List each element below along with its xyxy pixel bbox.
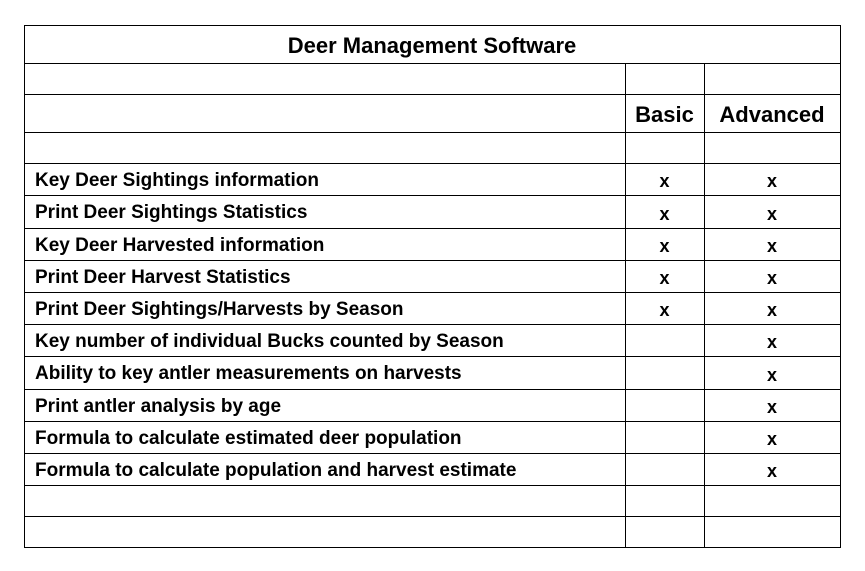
row-divider bbox=[24, 195, 841, 196]
advanced-check-mark: x bbox=[766, 268, 777, 288]
row-divider bbox=[24, 547, 841, 548]
row-divider bbox=[24, 356, 841, 357]
table-border-right bbox=[840, 25, 841, 548]
row-divider bbox=[24, 292, 841, 293]
row-divider bbox=[24, 453, 841, 454]
advanced-check-mark: x bbox=[766, 171, 777, 191]
advanced-check-mark: x bbox=[766, 429, 777, 449]
row-divider bbox=[24, 389, 841, 390]
advanced-check-mark: x bbox=[766, 397, 777, 417]
feature-name: Print Deer Harvest Statistics bbox=[35, 266, 291, 288]
column-header-basic: Basic bbox=[635, 102, 694, 127]
row-divider bbox=[24, 63, 841, 64]
row-divider bbox=[24, 260, 841, 261]
row-divider bbox=[24, 228, 841, 229]
advanced-check-mark: x bbox=[766, 332, 777, 352]
advanced-check-mark: x bbox=[766, 364, 777, 385]
page-title: Deer Management Software bbox=[287, 33, 577, 58]
feature-name: Formula to calculate estimated deer population bbox=[35, 427, 462, 449]
basic-check-mark: x bbox=[659, 268, 670, 288]
row-divider bbox=[24, 485, 841, 486]
feature-name: Print Deer Sightings/Harvests by Season bbox=[35, 298, 404, 320]
row-divider bbox=[24, 421, 841, 422]
basic-check-mark: x bbox=[659, 300, 670, 320]
advanced-check-mark: x bbox=[766, 300, 777, 320]
feature-name: Print Deer Sightings Statistics bbox=[35, 202, 308, 223]
advanced-check-mark: x bbox=[766, 236, 777, 256]
row-divider bbox=[24, 132, 841, 133]
feature-comparison-table bbox=[24, 25, 840, 547]
basic-check-mark: x bbox=[659, 236, 670, 256]
table-border-left bbox=[24, 25, 25, 548]
row-divider bbox=[24, 94, 841, 95]
feature-name: Key Deer Harvested information bbox=[35, 234, 325, 256]
row-divider bbox=[24, 324, 841, 325]
advanced-check-mark: x bbox=[766, 461, 777, 481]
row-divider bbox=[24, 516, 841, 517]
feature-name: Ability to key antler measurements on harvests bbox=[35, 363, 462, 384]
column-header-advanced: Advanced bbox=[719, 102, 825, 127]
feature-name: Formula to calculate population and harvest estimate bbox=[35, 459, 517, 481]
basic-check-mark: x bbox=[659, 171, 670, 191]
row-divider bbox=[24, 163, 841, 164]
advanced-check-mark: x bbox=[766, 203, 777, 224]
feature-name: Print antler analysis by age bbox=[35, 395, 282, 417]
row-divider bbox=[24, 25, 841, 26]
feature-name: Key Deer Sightings information bbox=[35, 169, 319, 191]
basic-check-mark: x bbox=[659, 203, 670, 224]
feature-name: Key number of individual Bucks counted by Season bbox=[35, 330, 504, 352]
